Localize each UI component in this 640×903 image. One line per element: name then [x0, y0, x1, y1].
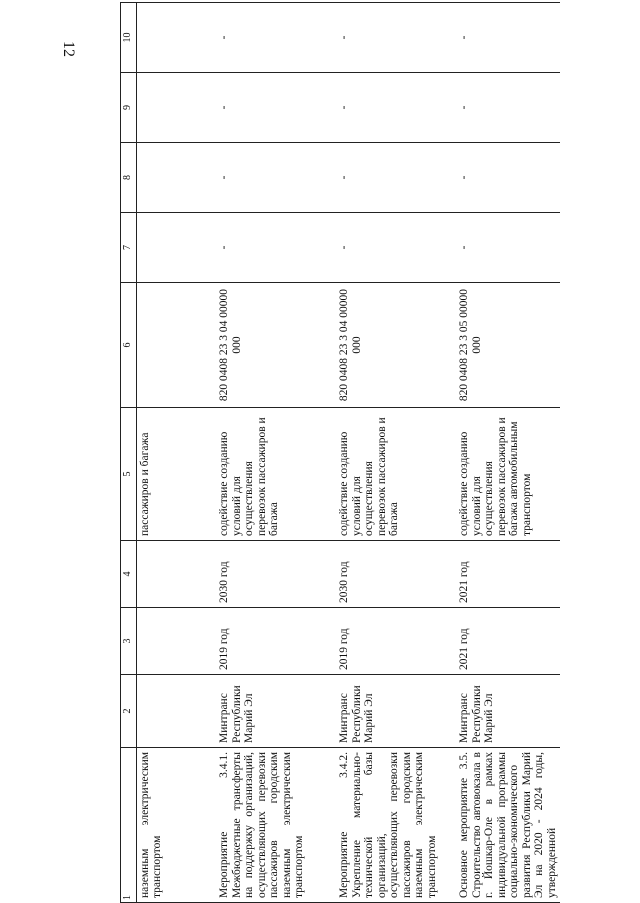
column-header-2: 2 — [121, 675, 137, 748]
cell-executor: Минтранс Республики Марий Эл — [216, 675, 336, 748]
column-header-5: 5 — [121, 408, 137, 541]
cell-col10: - — [216, 3, 336, 73]
cell-end: 2030 год — [216, 541, 336, 608]
cell-col10 — [136, 3, 216, 73]
header-row — [121, 3, 137, 903]
table-row — [216, 3, 336, 903]
cell-result: пассажиров и багажа — [136, 408, 216, 541]
column-header-6: 6 — [121, 283, 137, 408]
table-row — [136, 3, 216, 903]
cell-start: 2019 год — [216, 608, 336, 675]
cell-measure: Основное мероприятие 3.5. Строительство автовокзала в г. Йошкар-Оле в рамках индивидуальной программы социально-экономического развития Республики Марий Эл на 2020 - 2024 годы, утвержденной — [456, 748, 560, 903]
cell-executor — [136, 675, 216, 748]
cell-start: 2021 год — [456, 608, 560, 675]
cell-col9 — [136, 73, 216, 143]
cell-result: содействие созданию условий для осуществления перевозок пассажиров и багажа — [336, 408, 456, 541]
cell-end — [136, 541, 216, 608]
column-header-1: 1 — [121, 748, 137, 903]
cell-result: содействие созданию условий для осуществления перевозок пассажиров и багажа автомобильным транспортом — [456, 408, 560, 541]
cell-col9: - — [216, 73, 336, 143]
cell-budget-code: 820 0408 23 3 04 00000 000 — [216, 283, 336, 408]
column-header-4: 4 — [121, 541, 137, 608]
cell-budget-code — [136, 283, 216, 408]
cell-col8 — [136, 143, 216, 213]
cell-col10: - — [336, 3, 456, 73]
column-header-3: 3 — [121, 608, 137, 675]
cell-end: 2030 год — [336, 541, 456, 608]
cell-measure: Мероприятие 3.4.2. Укрепление материально-технической базы организаций, осуществляющих перевозки пассажиров городским наземным электрическим транспортом — [336, 748, 456, 903]
cell-col9: - — [456, 73, 560, 143]
cell-start: 2019 год — [336, 608, 456, 675]
cell-col8: - — [456, 143, 560, 213]
cell-col7: - — [216, 213, 336, 283]
cell-budget-code: 820 0408 23 3 05 00000 000 — [456, 283, 560, 408]
column-header-7: 7 — [121, 213, 137, 283]
page-number: 12 — [60, 41, 77, 57]
table-row — [456, 3, 560, 903]
column-header-8: 8 — [121, 143, 137, 213]
cell-start — [136, 608, 216, 675]
table-row — [336, 3, 456, 903]
cell-measure: Мероприятие 3.4.1. Межбюджетные трансферты на поддержку организаций, осуществляющих перевозки пассажиров городским наземным электрическим транспортом — [216, 748, 336, 903]
cell-col7: - — [456, 213, 560, 283]
column-header-10: 10 — [121, 3, 137, 73]
cell-col7 — [136, 213, 216, 283]
program-measures-table — [120, 2, 560, 903]
cell-budget-code: 820 0408 23 3 04 00000 000 — [336, 283, 456, 408]
cell-col8: - — [336, 143, 456, 213]
cell-executor: Минтранс Республики Марий Эл — [336, 675, 456, 748]
cell-col8: - — [216, 143, 336, 213]
cell-result: содействие созданию условий для осуществления перевозок пассажиров и багажа — [216, 408, 336, 541]
column-header-9: 9 — [121, 73, 137, 143]
cell-col7: - — [336, 213, 456, 283]
cell-executor: Минтранс Республики Марий Эл — [456, 675, 560, 748]
cell-col10: - — [456, 3, 560, 73]
cell-end: 2021 год — [456, 541, 560, 608]
rotated-table-container — [120, 32, 558, 903]
cell-measure: наземным электрическим транспортом — [136, 748, 216, 903]
cell-col9: - — [336, 73, 456, 143]
